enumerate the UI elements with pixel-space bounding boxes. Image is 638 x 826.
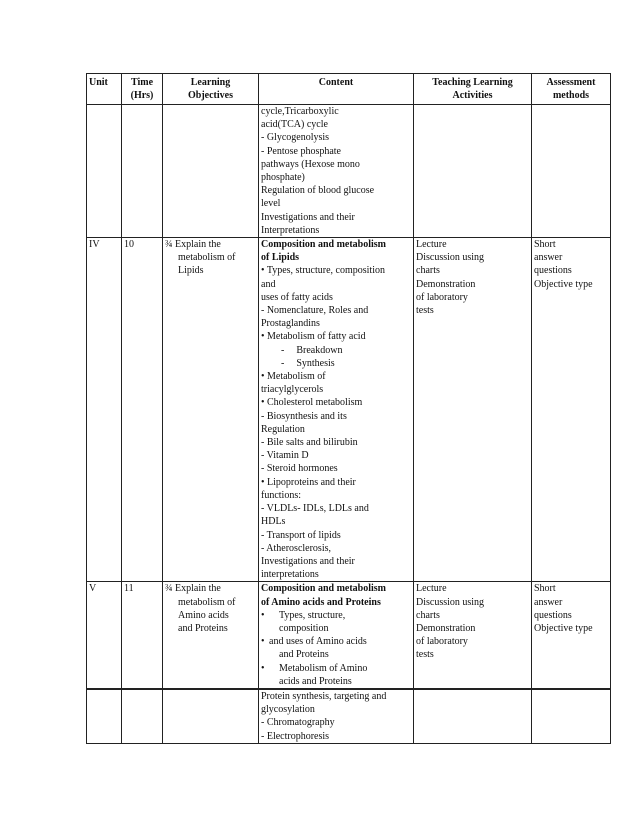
cell-time (122, 689, 163, 743)
table-row (87, 689, 611, 743)
cell-objectives: ¾ Explain the metabolism of Amino acids and Proteins (163, 582, 259, 689)
table-row (87, 105, 611, 238)
table-row (87, 582, 611, 689)
cell-activities: Lecture Discussion using charts Demonstration of laboratory tests (414, 238, 532, 582)
cell-unit (87, 689, 122, 743)
header-activities: Teaching Learning Activities (414, 74, 532, 105)
cell-activities (414, 105, 532, 238)
cell-assessment (532, 689, 611, 743)
header-assessment: Assessment methods (532, 74, 611, 105)
cell-content: Composition and metabolism of Amino acids and Proteins • Types, structure, composition • and uses of Amino acids and Proteins • Metabolism of Amino acids and Proteins (259, 582, 414, 689)
cell-content: Protein synthesis, targeting and glycosylation - Chromatography - Electrophoresis (259, 689, 414, 743)
cell-content: Composition and metabolism of Lipids • Types, structure, composition and uses of fatty acids - Nomenclature, Roles and Prostaglandins • Metabolism of fatty acid - Breakdown - Synthesis • Metabolism of triacylglycerols • Cholesterol metabolism - Biosynthesis and its Regulation - Bile salts and bilirubin - Vitamin D - Steroid hormones • Lipoproteins and their functions: - VLDLs- IDLs, LDLs and HDLs - Transport of lipids - Atherosclerosis, Investigations and their interpretations (259, 238, 414, 582)
objective-marker: ¾ (165, 239, 173, 251)
cell-time: 10 (122, 238, 163, 582)
cell-assessment: Short answer questions Objective type (532, 238, 611, 582)
header-unit: Unit (87, 74, 122, 105)
cell-unit: V (87, 582, 122, 689)
cell-activities (414, 689, 532, 743)
cell-objectives (163, 105, 259, 238)
header-content: Content (259, 74, 414, 105)
cell-assessment (532, 105, 611, 238)
cell-assessment: Short answer questions Objective type (532, 582, 611, 689)
content-title: Composition and metabolism (261, 583, 387, 595)
curriculum-table (86, 73, 611, 744)
cell-unit: IV (87, 238, 122, 582)
table-row (87, 238, 611, 582)
cell-activities: Lecture Discussion using charts Demonstration of laboratory tests (414, 582, 532, 689)
cell-objectives: ¾ Explain the metabolism of Lipids (163, 238, 259, 582)
content-title: Composition and metabolism (261, 239, 387, 251)
cell-time: 11 (122, 582, 163, 689)
header-row (87, 74, 611, 105)
objective-marker: ¾ (165, 583, 173, 595)
header-time: Time (Hrs) (122, 74, 163, 105)
cell-unit (87, 105, 122, 238)
cell-content: cycle,Tricarboxylic acid(TCA) cycle - Glycogenolysis - Pentose phosphate pathways (Hexose mono phosphate) Regulation of blood glucose level Investigations and their Interpretations (259, 105, 414, 238)
header-objectives: Learning Objectives (163, 74, 259, 105)
cell-objectives (163, 689, 259, 743)
cell-time (122, 105, 163, 238)
